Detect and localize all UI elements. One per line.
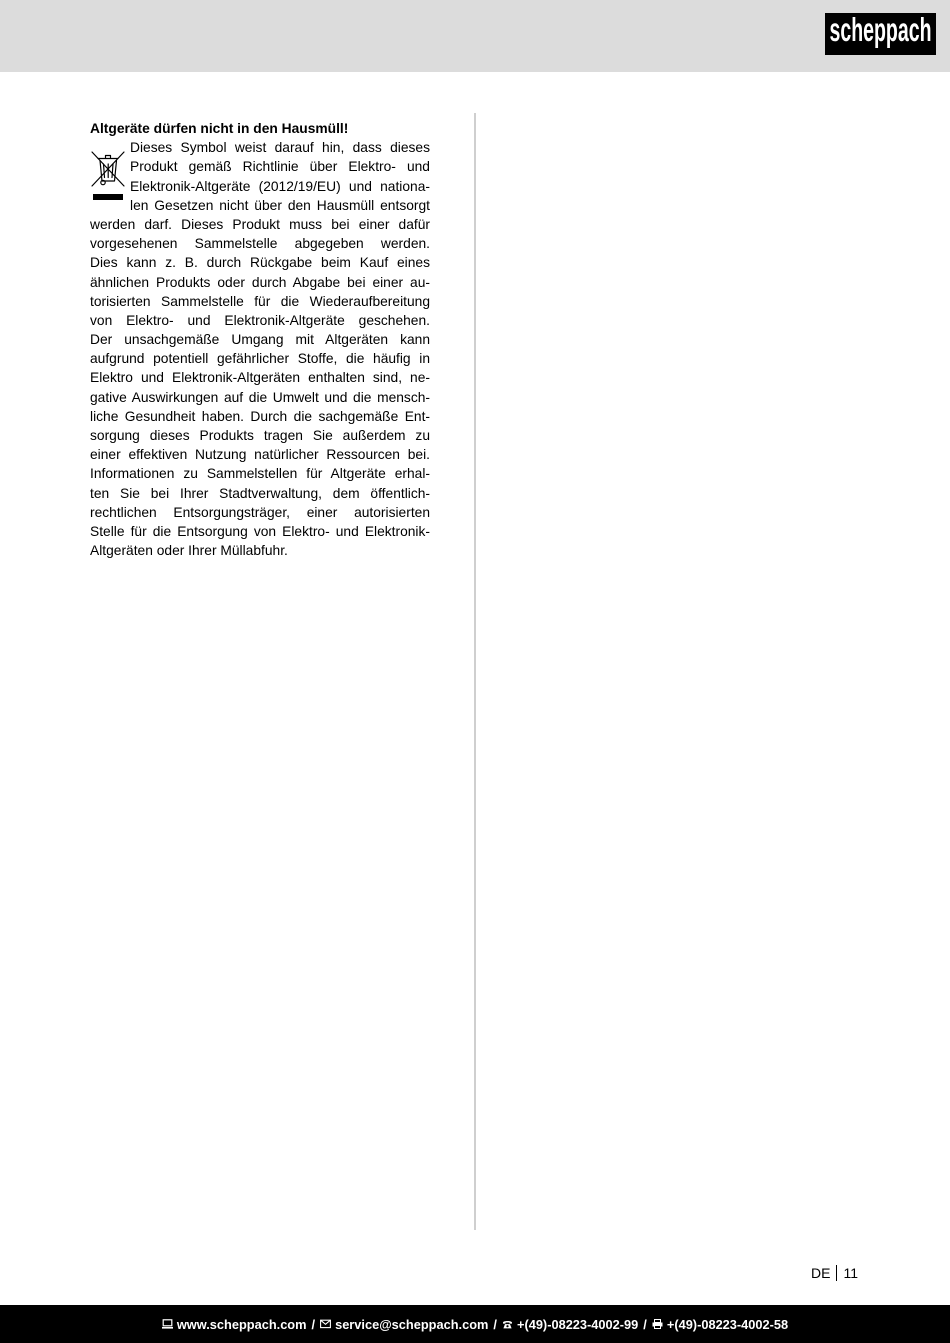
paragraph-line: Produkt gemäß Richtlinie über Elektro- und xyxy=(130,159,430,175)
contact-bar xyxy=(0,1305,950,1343)
paragraph-line: Elektronik-Altgeräte (2012/19/EU) und nationa- xyxy=(130,178,430,194)
paragraph-line: gative Auswirkungen auf die Umwelt und die mensch- xyxy=(90,389,430,405)
paragraph-line: Elektro und Elektronik-Altgeräten enthalten sind, ne- xyxy=(90,370,430,386)
paragraph-line: len Gesetzen nicht über den Hausmüll entsorgt xyxy=(130,197,430,213)
paragraph-line: Dieses Symbol weist darauf hin, dass dieses xyxy=(130,140,430,156)
email-link[interactable]: service@scheppach.com xyxy=(335,1316,489,1332)
paragraph-line: Altgeräten oder Ihrer Müllabfuhr. xyxy=(90,543,288,559)
page-marker xyxy=(811,1264,858,1282)
paragraph-line: vorgesehenen Sammelstelle abgegeben werden. xyxy=(90,236,430,252)
crossed-out-wheelie-bin-icon xyxy=(90,150,126,202)
paragraph-line: aufgrund potentiell gefährlicher Stoffe, die häufig in xyxy=(90,351,430,367)
scheppach-logo xyxy=(825,13,936,55)
paragraph-line: Informationen zu Sammelstellen für Altgeräte erhal- xyxy=(90,466,430,482)
computer-icon xyxy=(162,1319,173,1329)
section-heading: Altgeräte dürfen nicht in den Hausmüll! xyxy=(90,121,349,136)
page-marker-divider xyxy=(836,1265,837,1281)
separator: / xyxy=(643,1316,647,1332)
separator: / xyxy=(493,1316,497,1332)
paragraph-line: rechtlichen Entsorgungsträger, einer autorisierten xyxy=(90,504,430,520)
email-icon xyxy=(320,1319,331,1329)
phone-number: +(49)-08223-4002-99 xyxy=(516,1316,639,1332)
paragraph-line: Dies kann z. B. durch Rückgabe beim Kauf eines xyxy=(90,255,430,271)
paragraph-line: werden darf. Dieses Produkt muss bei einer dafür xyxy=(90,216,430,232)
phone-icon xyxy=(502,1319,513,1329)
separator: / xyxy=(311,1316,316,1332)
paragraph-line: von Elektro- und Elektronik-Altgeräte geschehen. xyxy=(90,312,430,328)
paragraph-line: Stelle für die Entsorgung von Elektro- und Elektronik- xyxy=(90,523,430,539)
paragraph-line: einer effektiven Nutzung natürlicher Ressourcen bei. xyxy=(90,447,430,463)
header-band xyxy=(0,0,950,72)
paragraph-line: torisierten Sammelstelle für die Wiederaufbereitung xyxy=(90,293,430,309)
disposal-section xyxy=(90,119,430,560)
logo-text: scheppach xyxy=(829,13,932,48)
fax-icon xyxy=(652,1319,663,1329)
fax-number: +(49)-08223-4002-58 xyxy=(666,1316,789,1332)
paragraph-line: ten Sie bei Ihrer Stadtverwaltung, dem öffentlich- xyxy=(90,485,430,501)
paragraph-line: sorgung dieses Produkts tragen Sie außerdem zu xyxy=(90,428,430,443)
paragraph-line: liche Gesundheit haben. Durch die sachgemäße Ent- xyxy=(90,408,430,424)
page-number: 11 xyxy=(843,1265,858,1281)
website-link[interactable]: www.scheppach.com xyxy=(176,1316,307,1332)
paragraph-line: ähnlichen Produkts oder durch Abgabe bei einer au- xyxy=(90,274,430,290)
language-code: DE xyxy=(811,1265,831,1281)
column-divider xyxy=(474,113,476,1230)
paragraph-line: Der unsachgemäße Umgang mit Altgeräten kann xyxy=(90,332,430,348)
